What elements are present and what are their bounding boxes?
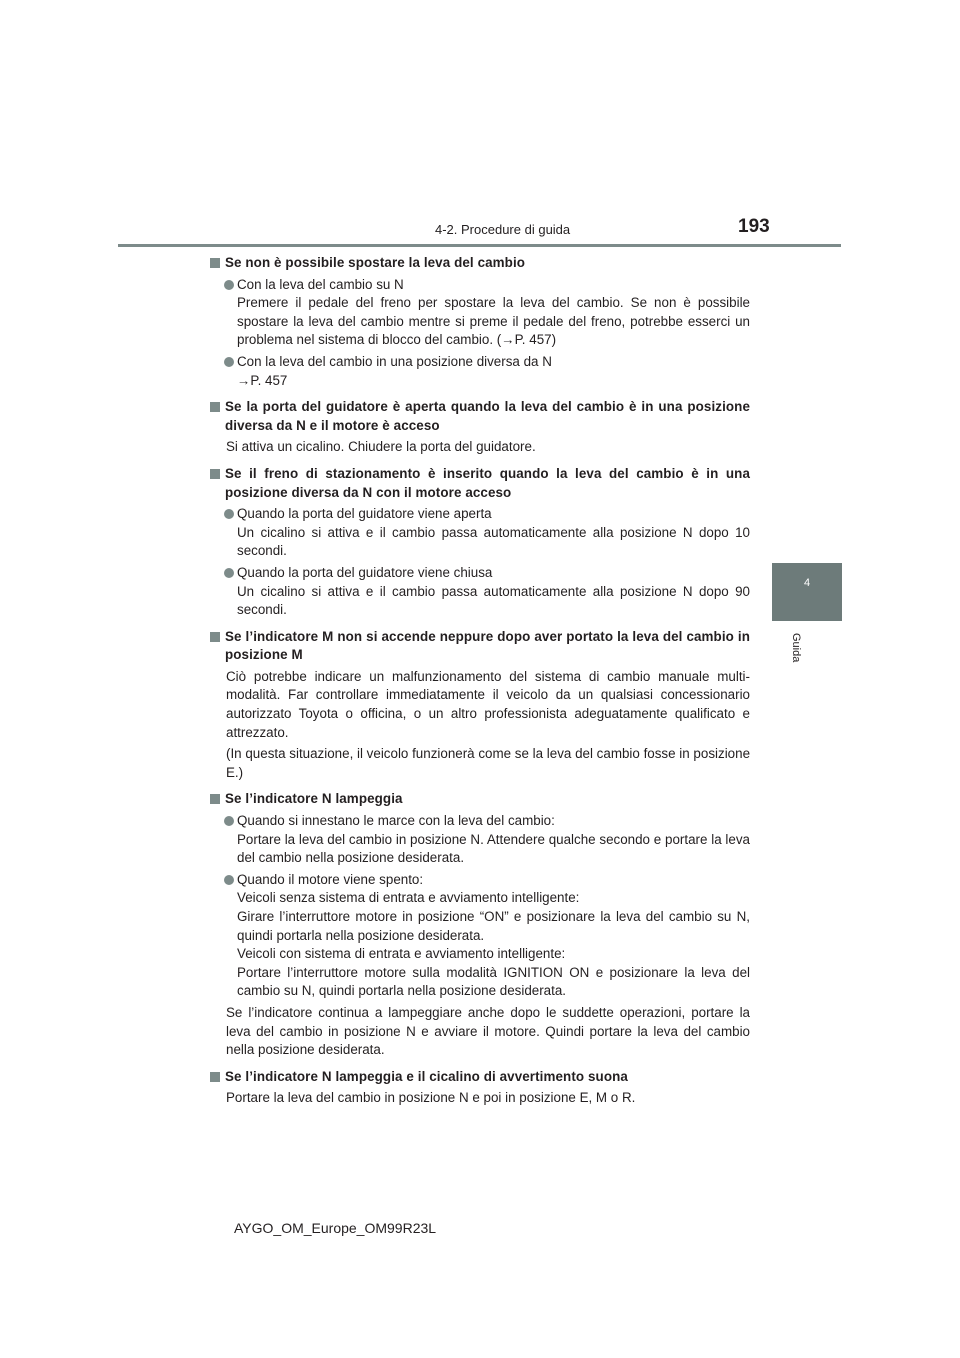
section-paragraph: Se l’indicatore continua a lampeggiare anche dopo le suddette operazioni, portare la leva del cambio in posizione N e avviare il motore. Quindi portare la leva del cambio nella posizione desiderata. <box>226 1004 750 1058</box>
bullet-item-line: Portare l’interruttore motore sulla modalità IGNITION ON e posizionare la leva del cambio su N, quindi portarla nella posizione desiderata. <box>237 964 750 999</box>
chapter-tab-number: 4 <box>803 577 811 589</box>
section-paragraph: Portare la leva del cambio in posizione N e poi in posizione E, M o R. <box>226 1090 636 1106</box>
bullet-item-line: Quando la porta del guidatore viene chiusa <box>237 564 493 580</box>
section-title-text: Se l’indicatore N lampeggia e il cicalino di avvertimento suona <box>225 1068 628 1084</box>
bullet-item-line: Con la leva del cambio su N <box>237 276 404 292</box>
bullet-item-line: Veicoli con sistema di entrata e avviamento intelligente: <box>237 946 566 962</box>
section-title <box>210 254 750 273</box>
section-title-text: Se la porta del guidatore è aperta quando la leva del cambio è in una posizione diversa da N e il motore è acceso <box>225 399 750 433</box>
section <box>210 1068 750 1108</box>
section-title-text: Se il freno di stazionamento è inserito quando la leva del cambio è in una posizione diversa da N con il motore acceso <box>225 465 750 500</box>
section <box>210 465 750 620</box>
circle-bullet-icon <box>224 357 234 367</box>
section-title <box>210 398 750 435</box>
bullet-item <box>210 871 750 1001</box>
square-bullet-icon <box>210 1072 220 1082</box>
bullet-item-line: Un cicalino si attiva e il cambio passa automaticamente alla posizione N dopo 90 secondi. <box>237 583 750 618</box>
bullet-item-line: Quando la porta del guidatore viene aperta <box>237 506 492 522</box>
square-bullet-icon <box>210 258 220 268</box>
section <box>210 790 750 1059</box>
square-bullet-icon <box>210 469 220 479</box>
bullet-item <box>210 505 750 561</box>
circle-bullet-icon <box>224 509 234 519</box>
chapter-tab[interactable] <box>772 563 842 621</box>
section-paragraph: Si attiva un cicalino. Chiudere la porta del guidatore. <box>226 439 536 455</box>
section-title <box>210 465 750 502</box>
section <box>210 628 750 783</box>
section-paragraph: (In questa situazione, il veicolo funzionerà come se la leva del cambio fosse in posizione E.) <box>226 746 751 780</box>
circle-bullet-icon <box>224 816 234 826</box>
bullet-item-line: Veicoli senza sistema di entrata e avviamento intelligente: <box>237 890 580 906</box>
section-title-text: Se non è possibile spostare la leva del cambio <box>225 255 526 270</box>
section <box>210 254 750 390</box>
circle-bullet-icon <box>224 875 234 885</box>
bullet-item <box>210 812 750 868</box>
circle-bullet-icon <box>224 568 234 578</box>
square-bullet-icon <box>210 402 220 412</box>
section-title <box>210 628 750 665</box>
bullet-item-line: Con la leva del cambio in una posizione diversa da N <box>237 353 552 369</box>
bullet-item-line: Girare l’interruttore motore in posizione “ON” e posizionare la leva del cambio su N, quindi portarla nella posizione desiderata. <box>237 909 750 943</box>
section-title-text: Se l’indicatore N lampeggia <box>225 791 403 807</box>
square-bullet-icon <box>210 632 220 642</box>
bullet-item-line: Portare la leva del cambio in posizione N. Attendere qualche secondo e portare la leva del cambio nella posizione desiderata. <box>237 831 750 866</box>
footer-doc-code: AYGO_OM_Europe_OM99R23L <box>234 1220 437 1236</box>
section-paragraph: Ciò potrebbe indicare un malfunzionamento del sistema di cambio manuale multi-modalità. Far controllare immediatamente il veicolo da un qualsiasi concessionario autorizzato Toyota o officina, o un altro professionista adeguatamente qualificato e attrezzato. <box>226 668 750 740</box>
bullet-item <box>210 353 750 390</box>
bullet-item <box>210 276 750 350</box>
bullet-item-line: →P. 457 <box>237 372 288 388</box>
bullet-item-line: Quando il motore viene spento: <box>237 871 424 887</box>
bullet-item <box>210 564 750 620</box>
bullet-item-line: Premere il pedale del freno per spostare la leva del cambio. Se non è possibile spostare la leva del cambio mentre si preme il pedale del freno, potrebbe esserci un problema nel sistema di blocco del cambio. (→P. 457) <box>237 295 750 348</box>
section <box>210 398 750 457</box>
section-title-text: Se l’indicatore M non si accende neppure dopo aver portato la leva del cambio in posizione M <box>225 628 750 663</box>
header-divider <box>118 244 841 247</box>
header-section-title: 4-2. Procedure di guida <box>435 222 571 237</box>
page-content <box>210 254 750 1116</box>
chapter-tab-label: Guida <box>790 633 802 663</box>
square-bullet-icon <box>210 794 220 804</box>
section-title <box>210 1068 750 1087</box>
page-number: 193 <box>738 216 770 237</box>
bullet-item-line: Un cicalino si attiva e il cambio passa automaticamente alla posizione N dopo 10 secondi. <box>237 524 750 559</box>
circle-bullet-icon <box>224 280 234 290</box>
section-title <box>210 790 750 809</box>
bullet-item-line: Quando si innestano le marce con la leva del cambio: <box>237 813 555 829</box>
